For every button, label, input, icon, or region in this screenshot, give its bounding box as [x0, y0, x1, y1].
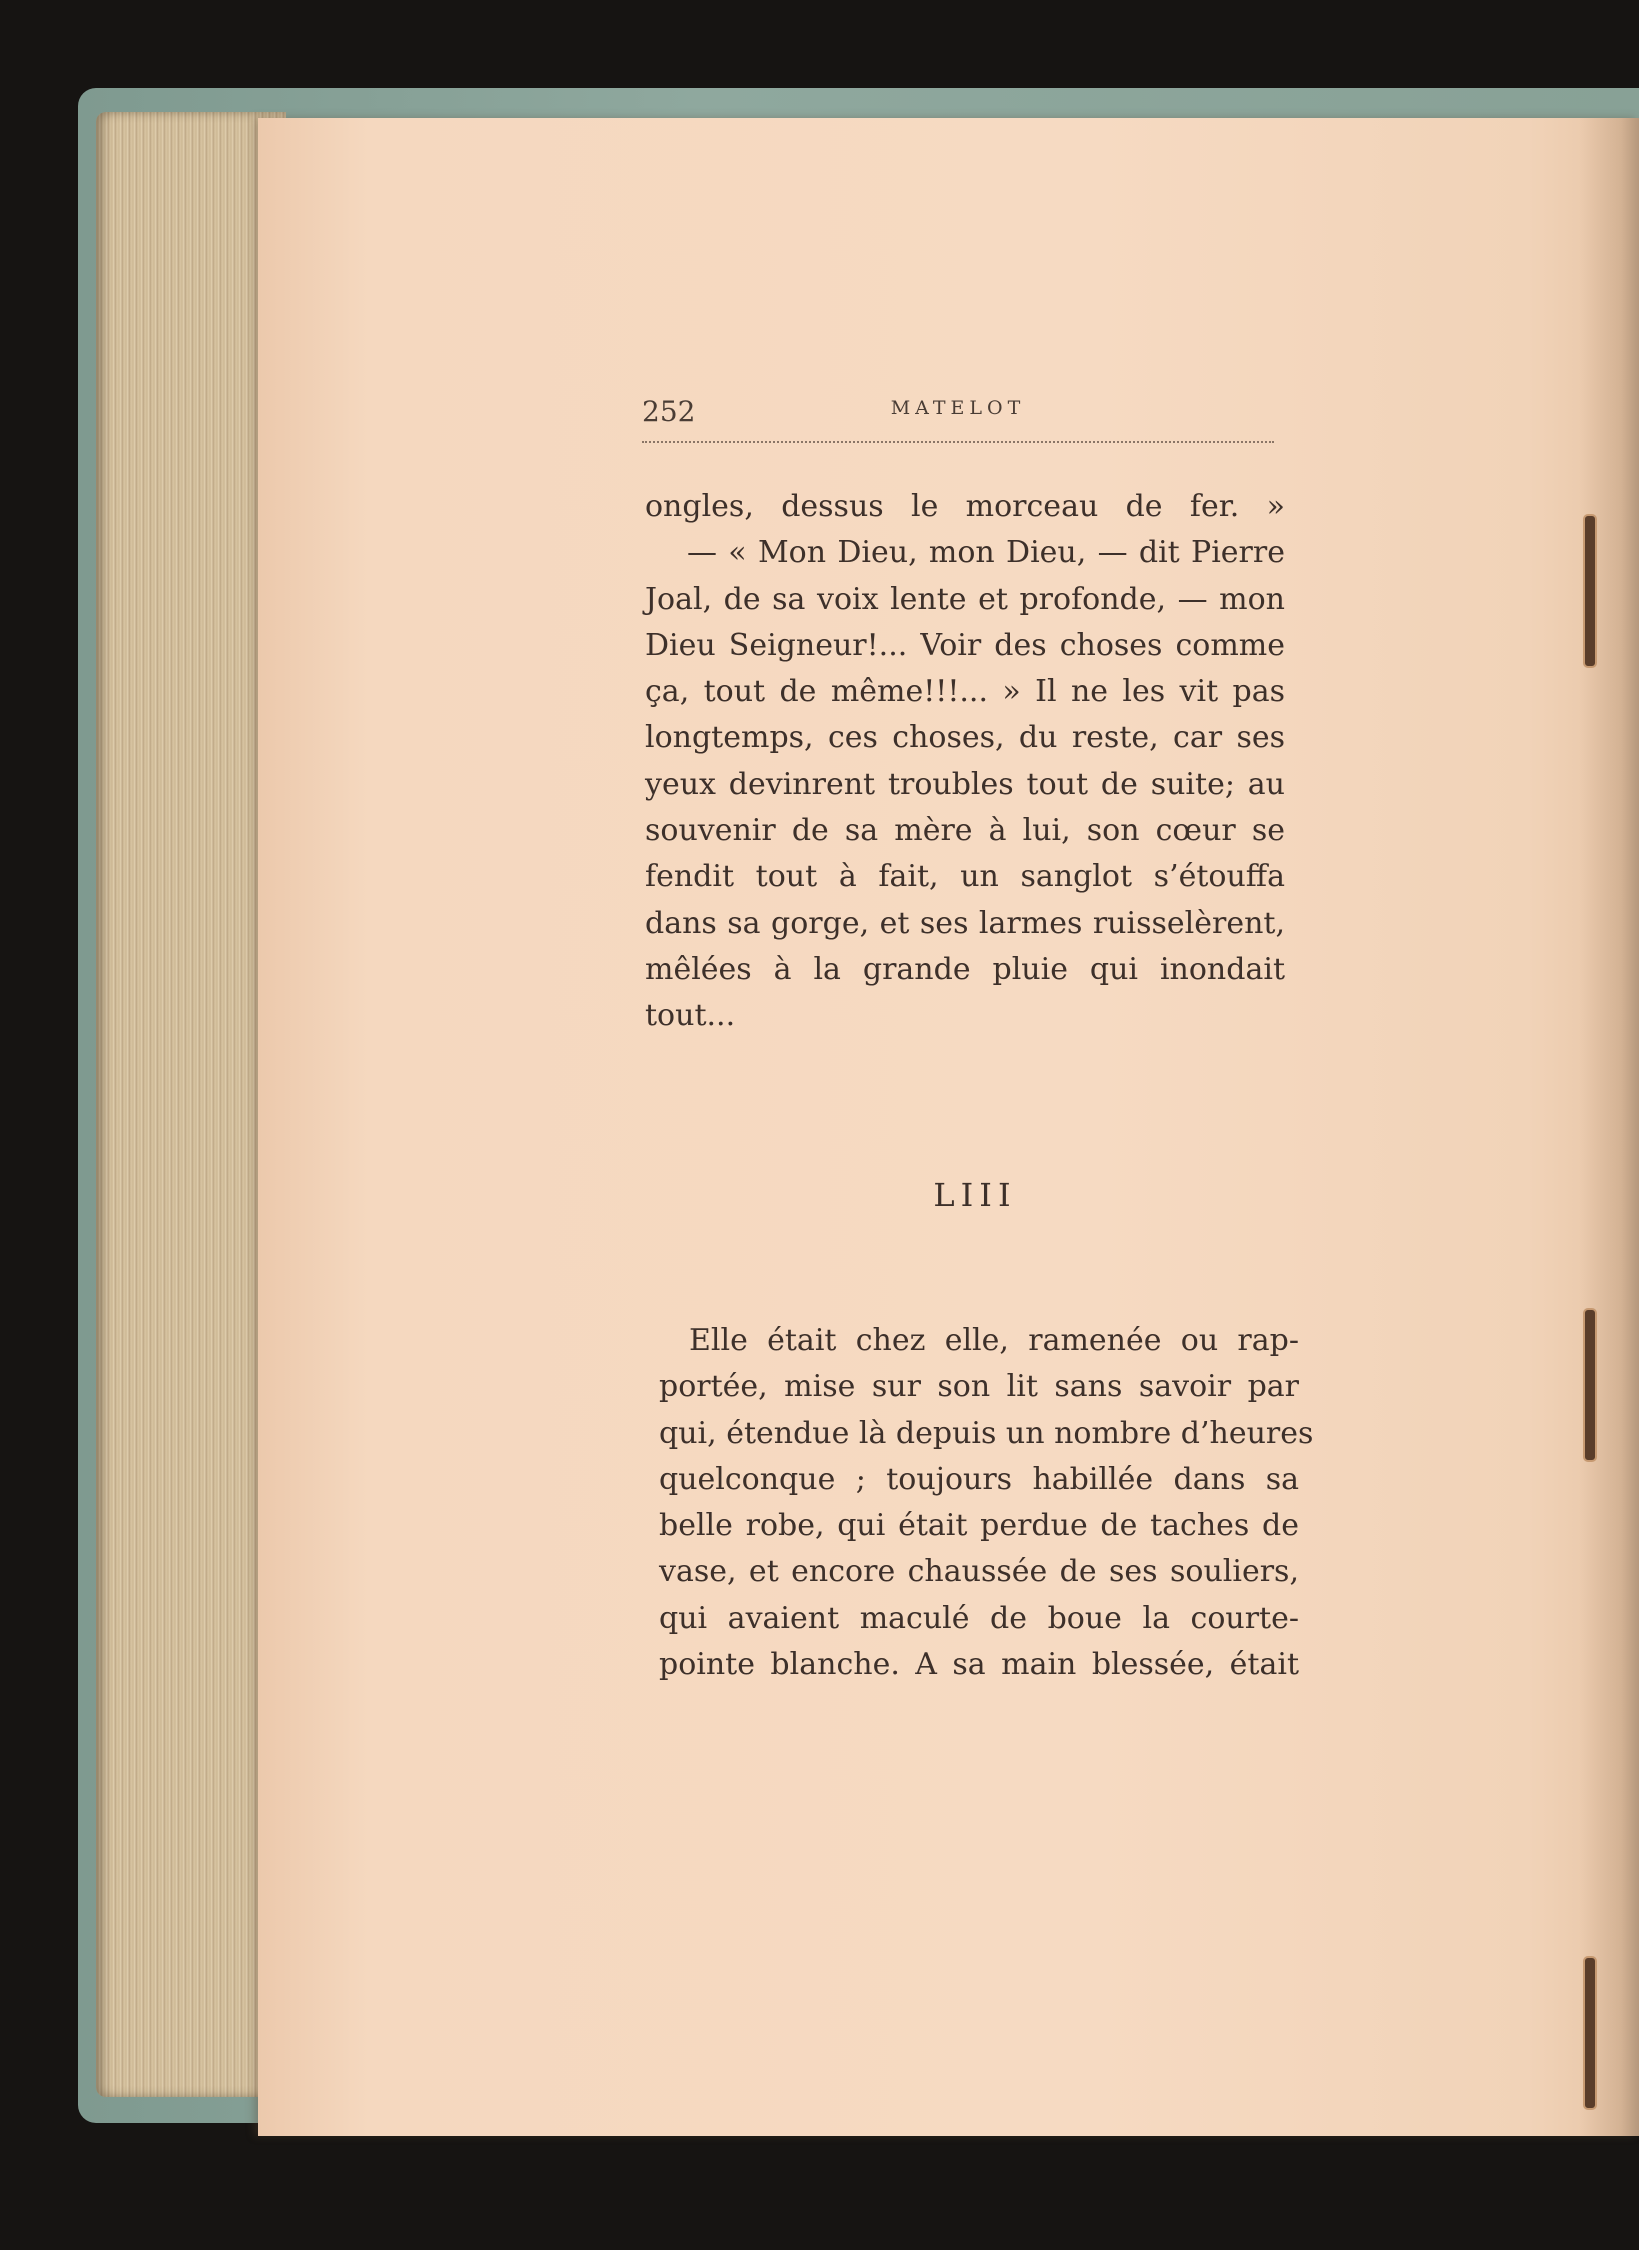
text-line: fendit tout à fait, un sanglot s’étouffa: [645, 859, 1285, 895]
text-line: quelconque ; toujours habillée dans sa: [659, 1461, 1299, 1497]
text-line: dans sa gorge, et ses larmes ruisselèrent,: [645, 905, 1285, 941]
text-line: tout...: [645, 998, 736, 1034]
text-line: Joal, de sa voix lente et profonde, — mon: [645, 581, 1285, 617]
text-line: vase, et encore chaussée de ses souliers,: [659, 1554, 1299, 1590]
page-number: 252: [642, 395, 696, 428]
binding-stitch: [1583, 1956, 1597, 2110]
text-line: portée, mise sur son lit sans savoir par: [659, 1369, 1299, 1405]
text-line: Elle était chez elle, ramenée ou rap-: [689, 1323, 1299, 1358]
text-line: belle robe, qui était perdue de taches de: [659, 1508, 1299, 1544]
text-line: pointe blanche. A sa main blessée, était: [659, 1647, 1299, 1683]
running-title: MATELOT: [890, 397, 1026, 419]
text-line: qui avaient maculé de boue la courte-: [659, 1600, 1299, 1636]
chapter-paragraph: [659, 1318, 1314, 1688]
text-line: mêlées à la grande pluie qui inondait: [645, 951, 1285, 987]
text-line: longtemps, ces choses, du reste, car ses: [645, 720, 1285, 756]
binding-stitch: [1583, 1308, 1597, 1462]
text-line: yeux devinrent troubles tout de suite; au: [645, 766, 1285, 802]
text-line: ongles, dessus le morceau de fer. »: [645, 489, 1285, 524]
paragraph-continuation: [645, 484, 1285, 1040]
page-gutter-shadow: [1579, 118, 1639, 2136]
running-header: [642, 395, 1274, 443]
text-line: souvenir de sa mère à lui, son cœur se: [645, 813, 1285, 849]
text-line: qui, étendue là depuis un nombre d’heures: [659, 1415, 1314, 1451]
chapter-heading: LIII: [933, 1176, 1017, 1214]
text-line: Dieu Seigneur!... Voir des choses comme: [645, 627, 1285, 663]
binding-stitch: [1583, 514, 1597, 668]
text-line: ça, tout de même!!!... » Il ne les vit pas: [645, 674, 1285, 710]
text-line: — « Mon Dieu, mon Dieu, — dit Pierre: [687, 535, 1285, 571]
